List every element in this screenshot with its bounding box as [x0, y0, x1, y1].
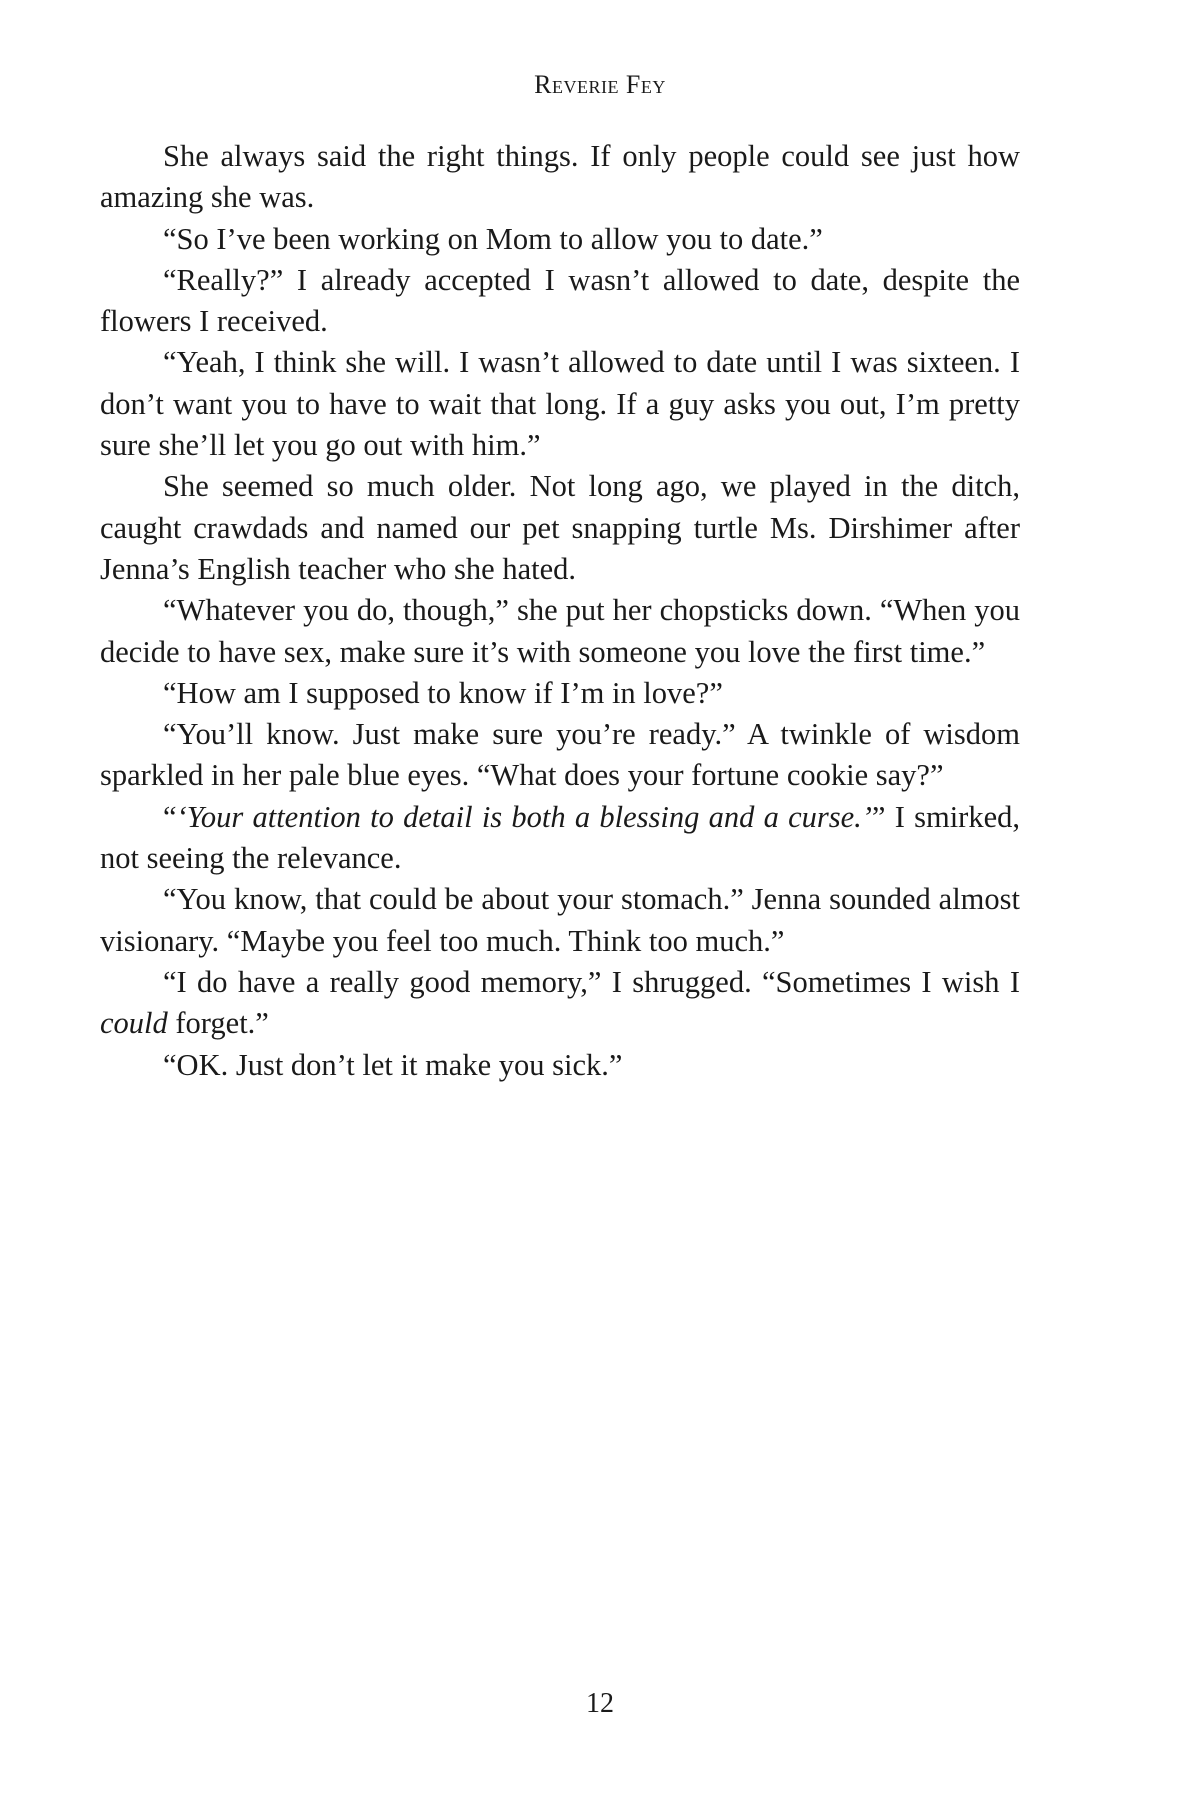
paragraph: She always said the right things. If only people could see just how amazing she was. — [100, 139, 1020, 215]
paragraph: “You know, that could be about your stomach.” Jenna sounded almost visionary. “Maybe you feel too much. Think too much.” — [100, 882, 1020, 958]
paragraph: “Whatever you do, though,” she put her chopsticks down. “When you decide to have sex, make sure it’s with someone you love the first time.” — [100, 593, 1020, 669]
paragraph-memory — [100, 962, 1020, 1045]
paragraph: “How am I supposed to know if I’m in love?” — [163, 675, 723, 710]
running-head: Reverie Fey — [534, 70, 666, 99]
paragraph-fortune — [100, 797, 1020, 880]
paragraph: “OK. Just don’t let it make you sick.” — [163, 1047, 623, 1082]
paragraph: She seemed so much older. Not long ago, we played in the ditch, caught crawdads and named our pet snapping turtle Ms. Dirshimer after Jenna’s English teacher who she hated. — [100, 469, 1020, 586]
paragraph-tail: forget.” — [167, 1006, 269, 1041]
paragraph-lead: “I do have a really good memory,” I shrugged. “Sometimes I wish I — [163, 964, 1020, 999]
fortune-text: ‘Your attention to detail is both a blessing and a curse.’ — [176, 799, 872, 834]
paragraph: “So I’ve been working on Mom to allow you to date.” — [163, 221, 823, 256]
emphasis-could: could — [100, 1006, 168, 1041]
paragraph: “Really?” I already accepted I wasn’t allowed to date, despite the flowers I received. — [100, 262, 1020, 339]
paragraph: “Yeah, I think she will. I wasn’t allowed to date until I was sixteen. I don’t want you to have to wait that long. If a guy asks you out, I’m pretty sure she’ll let you go out with him.” — [100, 345, 1020, 463]
open-quote: “ — [163, 799, 177, 834]
paragraph-tail: ” I smirked, not seeing the relevance. — [100, 799, 1020, 876]
page-number: 12 — [586, 1688, 614, 1719]
body-text — [100, 136, 1020, 1086]
paragraph: “You’ll know. Just make sure you’re ready.” A twinkle of wisdom sparkled in her pale blue eyes. “What does your fortune cookie say?” — [100, 717, 1020, 793]
